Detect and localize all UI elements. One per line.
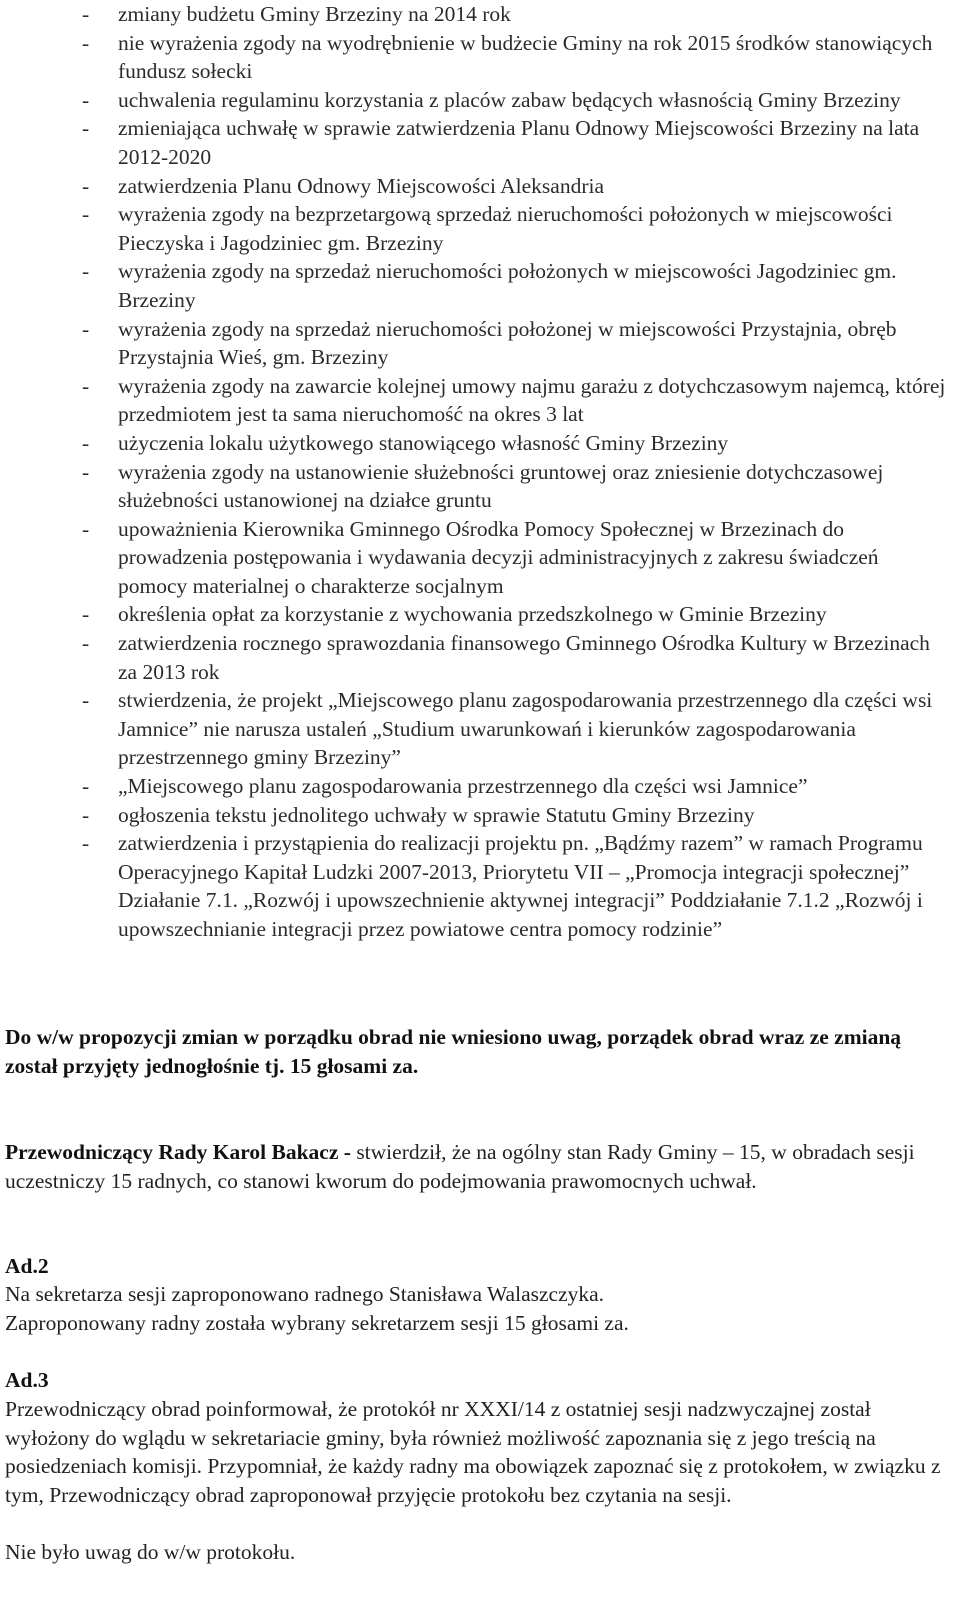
list-dash: - <box>82 87 90 112</box>
list-dash: - <box>82 116 90 141</box>
agenda-item <box>0 458 948 515</box>
section-heading-ad2: Ad.2 <box>5 1254 49 1278</box>
agenda-item <box>0 600 948 629</box>
agenda-item-text: nie wyrażenia zgody na wyodrębnienie w budżecie Gminy na rok 2015 środków stanowiących fundusz sołecki <box>118 30 933 84</box>
agenda-item <box>0 114 948 171</box>
list-dash: - <box>82 802 90 827</box>
agenda-item-text: uchwalenia regulaminu korzystania z placów zabaw będących własnością Gminy Brzeziny <box>118 87 901 112</box>
list-dash: - <box>82 516 90 541</box>
agenda-acceptance-note: Do w/w propozycji zmian w porządku obrad nie wniesiono uwag, porządek obrad wraz ze zmianą został przyjęty jednogłośnie tj. 15 głosami za. <box>5 1025 902 1078</box>
agenda-item <box>0 86 948 115</box>
agenda-item-text: stwierdzenia, że projekt „Miejscowego planu zagospodarowania przestrzennego dla części wsi Jamnice” nie narusza ustaleń „Studium uwarunkowań i kierunków zagospodarowania przestrzennego gminy Brzeziny” <box>118 688 933 770</box>
agenda-item-text: zmiany budżetu Gminy Brzeziny na 2014 rok <box>118 2 511 26</box>
list-dash: - <box>82 459 90 484</box>
agenda-item-text: ogłoszenia tekstu jednolitego uchwały w sprawie Statutu Gminy Brzeziny <box>118 802 755 827</box>
agenda-item-text: wyrażenia zgody na sprzedaż nieruchomości położonych w miejscowości Jagodziniec gm. Brzeziny <box>118 259 897 312</box>
agenda-item <box>0 0 948 29</box>
agenda-item-text: wyrażenia zgody na sprzedaż nieruchomości położonej w miejscowości Przystajnia, obręb Przystajnia Wieś, gm. Brzeziny <box>118 316 897 370</box>
agenda-item-text: zmieniająca uchwałę w sprawie zatwierdzenia Planu Odnowy Miejscowości Brzeziny na lata 2012-2020 <box>118 116 920 169</box>
chairman-text: stwierdził, że na ogólny stan Rady Gminy – 15, w obradach sesji uczestniczy 15 radnych, co stanowi kworum do podejmowania prawomocnych uchwał. <box>5 1140 915 1193</box>
list-dash: - <box>82 30 90 55</box>
agenda-item <box>0 372 948 429</box>
agenda-item <box>0 686 948 772</box>
ad3-closing-line: Nie było uwag do w/w protokołu. <box>5 1540 296 1564</box>
agenda-item-text: upoważnienia Kierownika Gminnego Ośrodka Pomocy Społecznej w Brzezinach do prowadzenia postępowania i wydawania decyzji administracyjnych z zakresu świadczeń pomocy materialnej o charakterze socjalnym <box>118 516 879 598</box>
agenda-item <box>0 29 948 86</box>
agenda-item-text: „Miejscowego planu zagospodarowania przestrzennego dla części wsi Jamnice” <box>118 774 808 799</box>
agenda-item <box>0 257 948 314</box>
chairman-speaker: Przewodniczący Rady Karol Bakacz - <box>5 1140 351 1164</box>
agenda-item <box>0 629 948 686</box>
agenda-item-text: użyczenia lokalu użytkowego stanowiącego własność Gminy Brzeziny <box>118 430 729 455</box>
list-dash: - <box>82 259 90 284</box>
list-dash: - <box>82 831 90 856</box>
list-dash: - <box>82 688 90 713</box>
agenda-item <box>0 429 948 458</box>
list-dash: - <box>82 774 90 799</box>
list-dash: - <box>82 173 90 198</box>
agenda-item <box>0 829 948 943</box>
section-heading-ad3: Ad.3 <box>5 1368 49 1392</box>
agenda-item <box>0 172 948 201</box>
ad3-paragraph: Przewodniczący obrad poinformował, że protokół nr XXXI/14 z ostatniej sesji nadzwyczajnej został wyłożony do wglądu w sekretariacie gminy, była również możliwość zapoznania się z jego treścią na posiedzeniach komisji. Przypomniał, że każdy radny ma obowiązek zapoznać się z protokołem, w związku z tym, Przewodniczący obrad zaproponował przyjęcie protokołu bez czytania na sesji. <box>5 1397 941 1507</box>
list-dash: - <box>82 316 90 341</box>
agenda-item-text: zatwierdzenia i przystąpienia do realizacji projektu pn. „Bądźmy razem” w ramach Programu Operacyjnego Kapitał Ludzki 2007-2013, Priorytetu VII – „Promocja integracji społecznej” Działanie 7.1. „Rozwój i upowszechnienie aktywnej integracji” Poddziałanie 7.1.2 „Rozwój i upowszechnianie integracji przez powiatowe centra pomocy rodzinie” <box>118 831 923 941</box>
list-dash: - <box>82 2 90 26</box>
agenda-item-text: wyrażenia zgody na bezprzetargową sprzedaż nieruchomości położonych w miejscowości Pieczyska i Jagodziniec gm. Brzeziny <box>118 202 893 255</box>
list-dash: - <box>82 602 90 627</box>
chairman-statement <box>5 1138 955 1195</box>
agenda-item-text: wyrażenia zgody na zawarcie kolejnej umowy najmu garażu z dotychczasowym najemcą, której przedmiotem jest ta sama nieruchomość na okres 3 lat <box>118 373 946 427</box>
agenda-item <box>0 801 948 830</box>
ad2-line-2: Zaproponowany radny została wybrany sekretarzem sesji 15 głosami za. <box>5 1311 629 1335</box>
agenda-item <box>0 315 948 372</box>
ad2-line-1: Na sekretarza sesji zaproponowano radnego Stanisława Walaszczyka. <box>5 1282 605 1306</box>
agenda-item-text: zatwierdzenia Planu Odnowy Miejscowości Aleksandria <box>118 173 605 198</box>
agenda-item <box>0 772 948 801</box>
agenda-item-text: zatwierdzenia rocznego sprawozdania finansowego Gminnego Ośrodka Kultury w Brzezinach za 2013 rok <box>118 631 930 684</box>
list-dash: - <box>82 373 90 398</box>
list-dash: - <box>82 202 90 227</box>
list-dash: - <box>82 631 90 656</box>
agenda-item-text: określenia opłat za korzystanie z wychowania przedszkolnego w Gminie Brzeziny <box>118 602 827 627</box>
agenda-item-text: wyrażenia zgody na ustanowienie służebności gruntowej oraz zniesienie dotychczasowej służebności ustanowionej na działce gruntu <box>118 459 884 513</box>
list-dash: - <box>82 430 90 455</box>
agenda-item <box>0 200 948 257</box>
agenda-item <box>0 515 948 601</box>
